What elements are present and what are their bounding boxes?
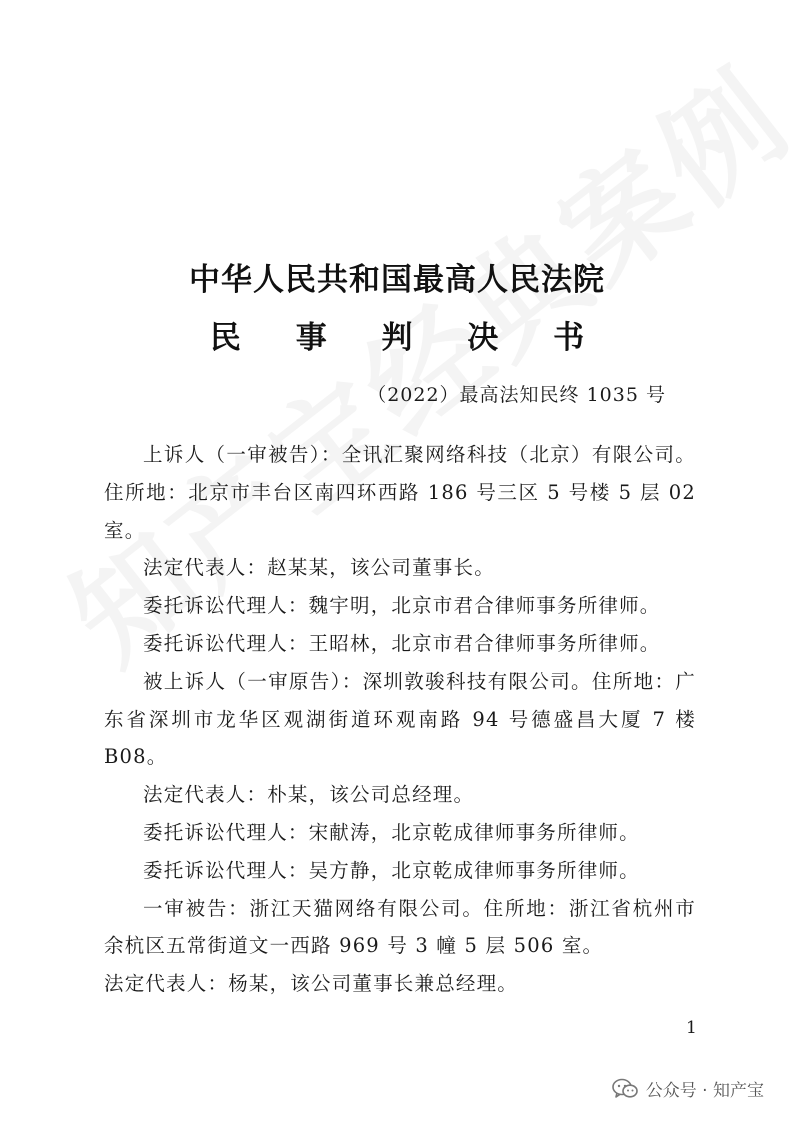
party-paragraph: 委托诉讼代理人：宋献涛，北京乾成律师事务所律师。 [143, 820, 640, 844]
case-number: （2022）最高法知民终 1035 号 [367, 384, 666, 406]
party-paragraph: 法定代表人：赵某某，该公司董事长。 [143, 556, 495, 580]
document-type-title: 民 事 判 决 书 [209, 320, 607, 356]
party-paragraph: 委托诉讼代理人：魏宇明，北京市君合律师事务所律师。 [143, 594, 661, 618]
party-paragraph: 委托诉讼代理人：王昭林，北京市君合律师事务所律师。 [143, 631, 661, 655]
document-body [104, 436, 696, 1003]
party-paragraph: 法定代表人：朴某，该公司总经理。 [143, 783, 475, 807]
footer-brand-text: 公众号 · 知产宝 [645, 1081, 764, 1101]
party-paragraph: 一审被告：浙江天猫网络有限公司。住所地：浙江省杭州市余杭区五常街道文一西路 969 号 3 幢 5 层 506 室。 [104, 896, 696, 958]
party-paragraph: 委托诉讼代理人：吴方静，北京乾成律师事务所律师。 [143, 858, 640, 882]
party-paragraph: 被上诉人（一审原告）：深圳敦骏科技有限公司。住所地：广东省深圳市龙华区观湖街道环观南路 94 号德盛昌大厦 7 楼 B08。 [104, 669, 696, 769]
party-paragraph: 上诉人（一审被告）：全讯汇聚网络科技（北京）有限公司。住所地：北京市丰台区南四环西路 186 号三区 5 号楼 5 层 02 室。 [104, 443, 696, 542]
wechat-icon [612, 1078, 638, 1100]
court-name: 中华人民共和国最高人民法院 [189, 262, 605, 298]
page-number: 1 [686, 1018, 697, 1038]
party-paragraph: 法定代表人：杨某，该公司董事长兼总经理。 [104, 972, 519, 996]
footer-brand[interactable] [612, 1076, 764, 1101]
